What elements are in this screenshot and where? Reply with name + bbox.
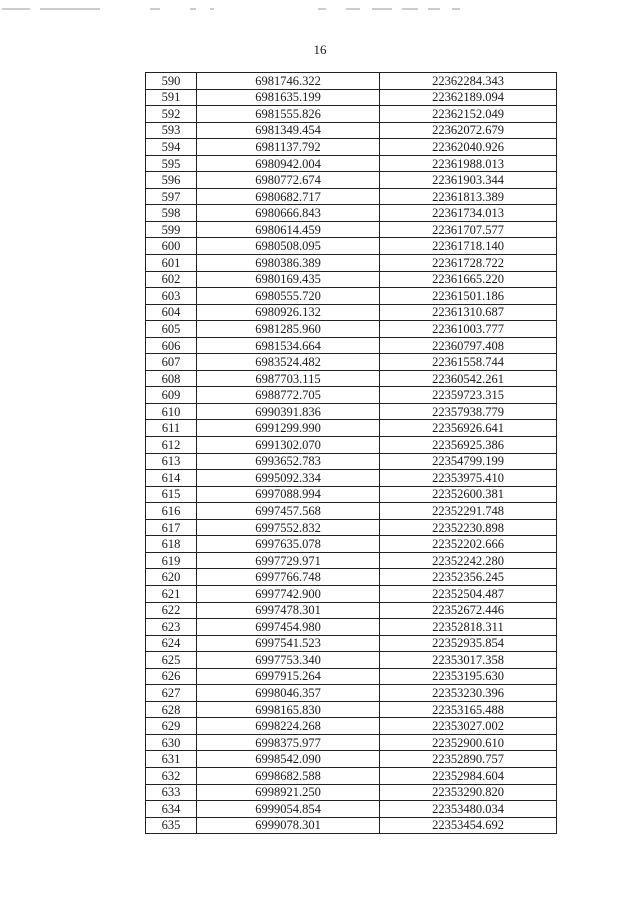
point-number-cell: 602 — [146, 271, 197, 288]
y-coordinate-cell: 22353480.034 — [380, 801, 557, 818]
table-row — [146, 519, 557, 536]
point-number-cell: 618 — [146, 536, 197, 553]
x-coordinate-cell: 6980508.095 — [197, 238, 380, 255]
point-number-cell: 623 — [146, 619, 197, 636]
x-coordinate-cell: 6998542.090 — [197, 751, 380, 768]
point-number-cell: 624 — [146, 635, 197, 652]
coordinates-table-body — [146, 73, 557, 834]
point-number-cell: 614 — [146, 470, 197, 487]
table-row — [146, 354, 557, 371]
table-row — [146, 701, 557, 718]
table-row — [146, 635, 557, 652]
table-row — [146, 652, 557, 669]
y-coordinate-cell: 22352935.854 — [380, 635, 557, 652]
x-coordinate-cell: 6998224.268 — [197, 718, 380, 735]
table-row — [146, 602, 557, 619]
point-number-cell: 629 — [146, 718, 197, 735]
y-coordinate-cell: 22361718.140 — [380, 238, 557, 255]
y-coordinate-cell: 22362284.343 — [380, 73, 557, 90]
point-number-cell: 597 — [146, 188, 197, 205]
x-coordinate-cell: 6998682.588 — [197, 767, 380, 784]
point-number-cell: 632 — [146, 767, 197, 784]
y-coordinate-cell: 22361707.577 — [380, 221, 557, 238]
point-number-cell: 593 — [146, 122, 197, 139]
x-coordinate-cell: 6995092.334 — [197, 470, 380, 487]
point-number-cell: 626 — [146, 668, 197, 685]
point-number-cell: 599 — [146, 221, 197, 238]
x-coordinate-cell: 6980614.459 — [197, 221, 380, 238]
table-row — [146, 221, 557, 238]
y-coordinate-cell: 22362072.679 — [380, 122, 557, 139]
x-coordinate-cell: 6997742.900 — [197, 585, 380, 602]
table-row — [146, 205, 557, 222]
point-number-cell: 607 — [146, 354, 197, 371]
point-number-cell: 608 — [146, 370, 197, 387]
y-coordinate-cell: 22352356.245 — [380, 569, 557, 586]
y-coordinate-cell: 22362040.926 — [380, 139, 557, 156]
x-coordinate-cell: 6981137.792 — [197, 139, 380, 156]
table-row — [146, 337, 557, 354]
y-coordinate-cell: 22352890.757 — [380, 751, 557, 768]
y-coordinate-cell: 22353195.630 — [380, 668, 557, 685]
y-coordinate-cell: 22353975.410 — [380, 470, 557, 487]
x-coordinate-cell: 6981635.199 — [197, 89, 380, 106]
y-coordinate-cell: 22352672.446 — [380, 602, 557, 619]
point-number-cell: 603 — [146, 288, 197, 305]
x-coordinate-cell: 6981555.826 — [197, 106, 380, 123]
point-number-cell: 611 — [146, 420, 197, 437]
table-row — [146, 503, 557, 520]
table-row — [146, 734, 557, 751]
x-coordinate-cell: 6981349.454 — [197, 122, 380, 139]
page-number: 16 — [313, 42, 327, 57]
y-coordinate-cell: 22360542.261 — [380, 370, 557, 387]
x-coordinate-cell: 6980772.674 — [197, 172, 380, 189]
table-row — [146, 172, 557, 189]
point-number-cell: 628 — [146, 701, 197, 718]
x-coordinate-cell: 6998375.977 — [197, 734, 380, 751]
y-coordinate-cell: 22352900.610 — [380, 734, 557, 751]
table-row — [146, 470, 557, 487]
y-coordinate-cell: 22361003.777 — [380, 321, 557, 338]
table-row — [146, 89, 557, 106]
table-row — [146, 817, 557, 834]
point-number-cell: 605 — [146, 321, 197, 338]
x-coordinate-cell: 6980386.389 — [197, 255, 380, 272]
y-coordinate-cell: 22357938.779 — [380, 403, 557, 420]
x-coordinate-cell: 6991299.990 — [197, 420, 380, 437]
x-coordinate-cell: 6980926.132 — [197, 304, 380, 321]
x-coordinate-cell: 6997454.980 — [197, 619, 380, 636]
y-coordinate-cell: 22352291.748 — [380, 503, 557, 520]
x-coordinate-cell: 6997729.971 — [197, 552, 380, 569]
coordinates-table — [145, 72, 557, 834]
x-coordinate-cell: 6981534.664 — [197, 337, 380, 354]
table-row — [146, 767, 557, 784]
y-coordinate-cell: 22361310.687 — [380, 304, 557, 321]
table-row — [146, 585, 557, 602]
x-coordinate-cell: 6980169.435 — [197, 271, 380, 288]
y-coordinate-cell: 22353454.692 — [380, 817, 557, 834]
point-number-cell: 591 — [146, 89, 197, 106]
y-coordinate-cell: 22352818.311 — [380, 619, 557, 636]
y-coordinate-cell: 22361501.186 — [380, 288, 557, 305]
y-coordinate-cell: 22353027.002 — [380, 718, 557, 735]
point-number-cell: 610 — [146, 403, 197, 420]
y-coordinate-cell: 22361813.389 — [380, 188, 557, 205]
table-row — [146, 486, 557, 503]
point-number-cell: 620 — [146, 569, 197, 586]
table-row — [146, 552, 557, 569]
y-coordinate-cell: 22354799.199 — [380, 453, 557, 470]
point-number-cell: 621 — [146, 585, 197, 602]
table-row — [146, 139, 557, 156]
y-coordinate-cell: 22361988.013 — [380, 155, 557, 172]
point-number-cell: 612 — [146, 437, 197, 454]
point-number-cell: 606 — [146, 337, 197, 354]
x-coordinate-cell: 6980666.843 — [197, 205, 380, 222]
table-row — [146, 122, 557, 139]
point-number-cell: 609 — [146, 387, 197, 404]
x-coordinate-cell: 6997766.748 — [197, 569, 380, 586]
table-row — [146, 255, 557, 272]
point-number-cell: 617 — [146, 519, 197, 536]
table-row — [146, 304, 557, 321]
x-coordinate-cell: 6990391.836 — [197, 403, 380, 420]
scan-artifact-marks — [0, 7, 640, 11]
x-coordinate-cell: 6999054.854 — [197, 801, 380, 818]
y-coordinate-cell: 22356926.641 — [380, 420, 557, 437]
y-coordinate-cell: 22352230.898 — [380, 519, 557, 536]
point-number-cell: 598 — [146, 205, 197, 222]
table-row — [146, 536, 557, 553]
table-row — [146, 321, 557, 338]
table-row — [146, 801, 557, 818]
y-coordinate-cell: 22352242.280 — [380, 552, 557, 569]
x-coordinate-cell: 6997541.523 — [197, 635, 380, 652]
point-number-cell: 615 — [146, 486, 197, 503]
point-number-cell: 631 — [146, 751, 197, 768]
x-coordinate-cell: 6997457.568 — [197, 503, 380, 520]
y-coordinate-cell: 22352600.381 — [380, 486, 557, 503]
y-coordinate-cell: 22362189.094 — [380, 89, 557, 106]
table-row — [146, 73, 557, 90]
point-number-cell: 635 — [146, 817, 197, 834]
point-number-cell: 622 — [146, 602, 197, 619]
y-coordinate-cell: 22353230.396 — [380, 685, 557, 702]
x-coordinate-cell: 6981285.960 — [197, 321, 380, 338]
x-coordinate-cell: 6980942.004 — [197, 155, 380, 172]
x-coordinate-cell: 6987703.115 — [197, 370, 380, 387]
x-coordinate-cell: 6997915.264 — [197, 668, 380, 685]
table-row — [146, 155, 557, 172]
point-number-cell: 604 — [146, 304, 197, 321]
table-row — [146, 718, 557, 735]
x-coordinate-cell: 6991302.070 — [197, 437, 380, 454]
y-coordinate-cell: 22361903.344 — [380, 172, 557, 189]
point-number-cell: 619 — [146, 552, 197, 569]
table-row — [146, 288, 557, 305]
x-coordinate-cell: 6997552.832 — [197, 519, 380, 536]
point-number-cell: 595 — [146, 155, 197, 172]
x-coordinate-cell: 6993652.783 — [197, 453, 380, 470]
table-row — [146, 271, 557, 288]
point-number-cell: 633 — [146, 784, 197, 801]
y-coordinate-cell: 22352504.487 — [380, 585, 557, 602]
y-coordinate-cell: 22361558.744 — [380, 354, 557, 371]
y-coordinate-cell: 22356925.386 — [380, 437, 557, 454]
y-coordinate-cell: 22359723.315 — [380, 387, 557, 404]
x-coordinate-cell: 6981746.322 — [197, 73, 380, 90]
table-row — [146, 370, 557, 387]
x-coordinate-cell: 6997753.340 — [197, 652, 380, 669]
x-coordinate-cell: 6980682.717 — [197, 188, 380, 205]
point-number-cell: 600 — [146, 238, 197, 255]
point-number-cell: 594 — [146, 139, 197, 156]
y-coordinate-cell: 22353165.488 — [380, 701, 557, 718]
point-number-cell: 616 — [146, 503, 197, 520]
table-row — [146, 668, 557, 685]
table-row — [146, 437, 557, 454]
point-number-cell: 634 — [146, 801, 197, 818]
y-coordinate-cell: 22352984.604 — [380, 767, 557, 784]
x-coordinate-cell: 6988772.705 — [197, 387, 380, 404]
table-row — [146, 751, 557, 768]
x-coordinate-cell: 6998046.357 — [197, 685, 380, 702]
table-row — [146, 453, 557, 470]
y-coordinate-cell: 22352202.666 — [380, 536, 557, 553]
table-row — [146, 106, 557, 123]
table-row — [146, 387, 557, 404]
point-number-cell: 627 — [146, 685, 197, 702]
x-coordinate-cell: 6980555.720 — [197, 288, 380, 305]
y-coordinate-cell: 22361728.722 — [380, 255, 557, 272]
table-row — [146, 188, 557, 205]
y-coordinate-cell: 22353017.358 — [380, 652, 557, 669]
y-coordinate-cell: 22361734.013 — [380, 205, 557, 222]
y-coordinate-cell: 22361665.220 — [380, 271, 557, 288]
table-row — [146, 784, 557, 801]
point-number-cell: 625 — [146, 652, 197, 669]
x-coordinate-cell: 6998921.250 — [197, 784, 380, 801]
table-row — [146, 403, 557, 420]
x-coordinate-cell: 6997635.078 — [197, 536, 380, 553]
point-number-cell: 596 — [146, 172, 197, 189]
point-number-cell: 601 — [146, 255, 197, 272]
x-coordinate-cell: 6997478.301 — [197, 602, 380, 619]
y-coordinate-cell: 22360797.408 — [380, 337, 557, 354]
point-number-cell: 592 — [146, 106, 197, 123]
x-coordinate-cell: 6997088.994 — [197, 486, 380, 503]
table-row — [146, 685, 557, 702]
y-coordinate-cell: 22353290.820 — [380, 784, 557, 801]
point-number-cell: 630 — [146, 734, 197, 751]
point-number-cell: 613 — [146, 453, 197, 470]
table-row — [146, 619, 557, 636]
table-row — [146, 420, 557, 437]
x-coordinate-cell: 6998165.830 — [197, 701, 380, 718]
y-coordinate-cell: 22362152.049 — [380, 106, 557, 123]
table-row — [146, 569, 557, 586]
point-number-cell: 590 — [146, 73, 197, 90]
x-coordinate-cell: 6999078.301 — [197, 817, 380, 834]
x-coordinate-cell: 6983524.482 — [197, 354, 380, 371]
table-row — [146, 238, 557, 255]
